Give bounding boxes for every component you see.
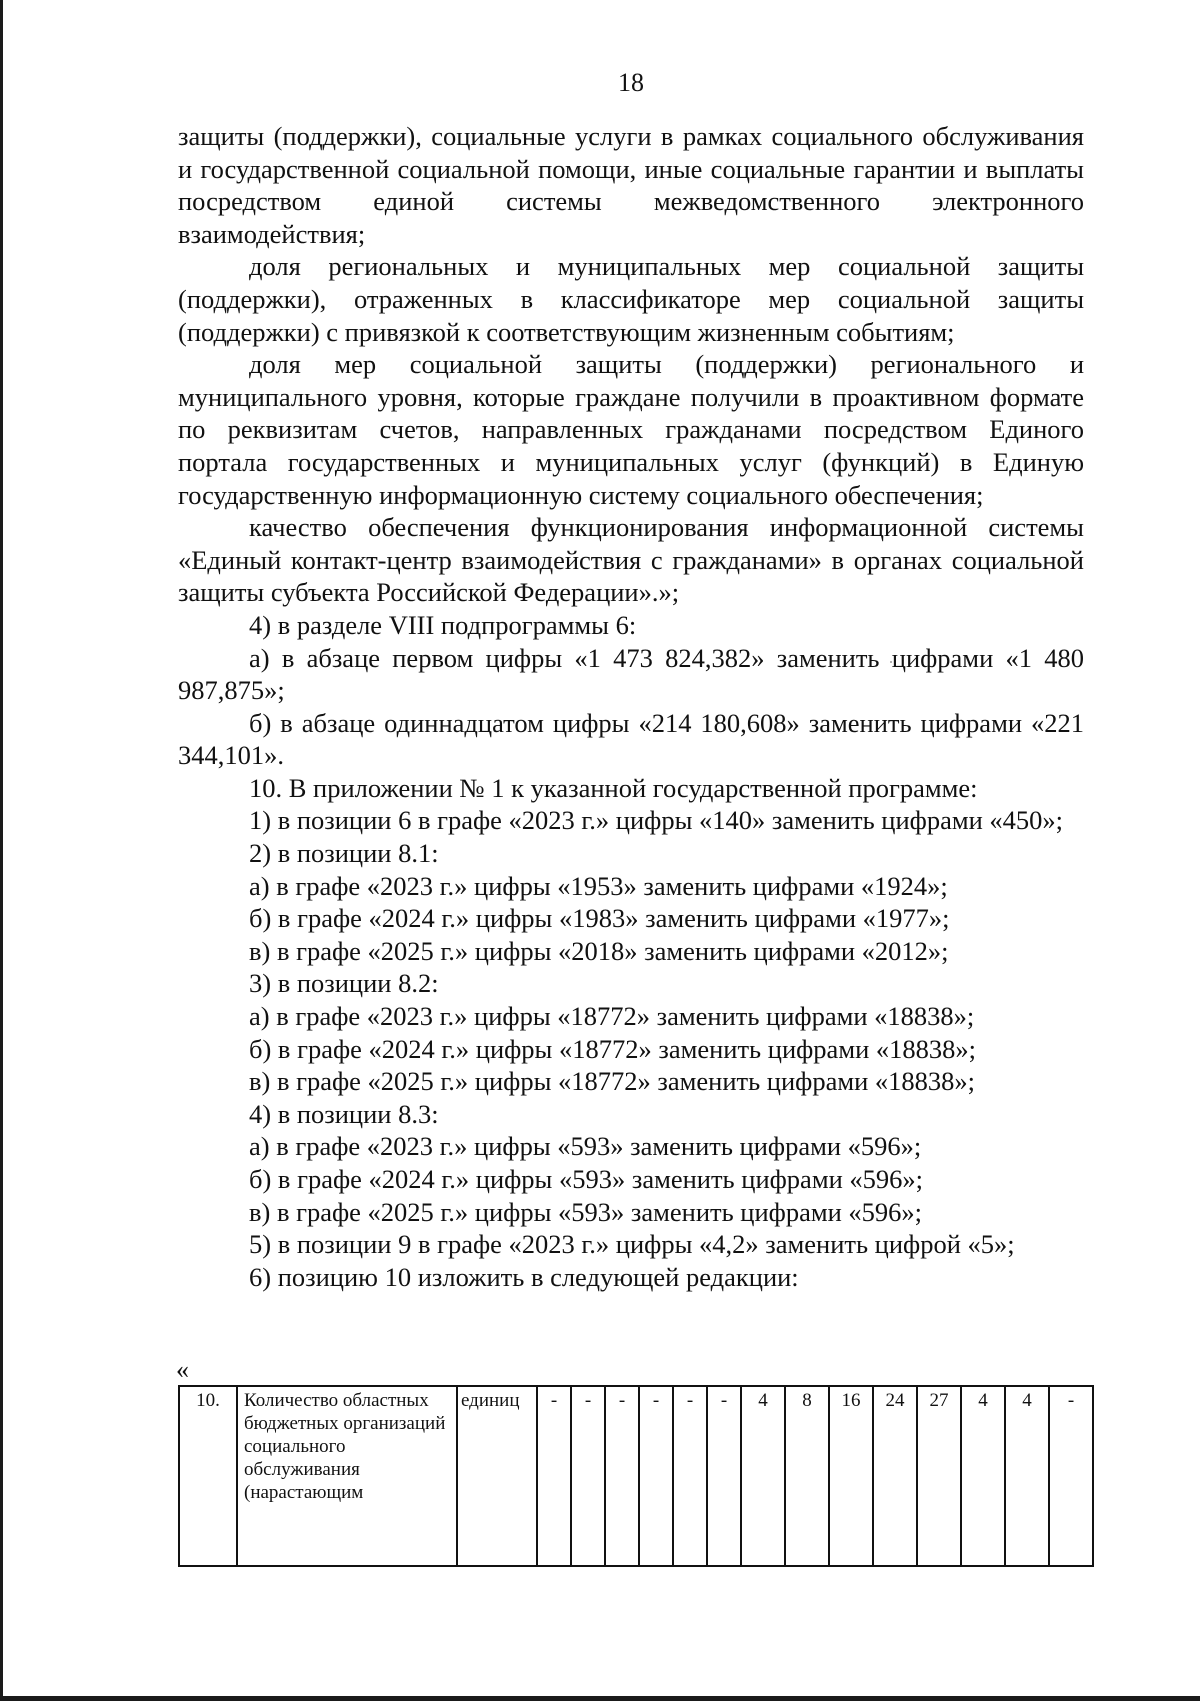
scan-edge-bottom xyxy=(0,1696,1200,1701)
paragraph: в) в графе «2025 г.» цифры «2018» заменить цифрами «2012»; xyxy=(249,935,949,966)
value-cell: - xyxy=(1049,1386,1093,1566)
value-cell: - xyxy=(537,1386,571,1566)
paragraph: защиты (поддержки), социальные услуги в рамках социального обслуживания и государственной социальной помощи, иные социальные гарантии и выплаты посредством единой системы межведомственного электронного взаимодействия; xyxy=(178,121,1084,249)
paragraph: 2) в позиции 8.1: xyxy=(249,838,439,869)
value-cell: - xyxy=(673,1386,707,1566)
table-row xyxy=(179,1386,1093,1566)
page-number: 18 xyxy=(618,68,644,97)
paragraph: 5) в позиции 9 в графе «2023 г.» цифры «4,2» заменить цифрой «5»; xyxy=(249,1229,1015,1260)
paragraph: 6) позицию 10 изложить в следующей редакции: xyxy=(249,1261,799,1292)
paragraph: б) в графе «2024 г.» цифры «1983» заменить цифрами «1977»; xyxy=(249,903,950,934)
paragraph: 4) в разделе VIII подпрограммы 6: xyxy=(249,609,637,640)
unit-cell: единиц xyxy=(457,1386,537,1566)
opening-quote-mark: « xyxy=(176,1355,189,1384)
position-table xyxy=(178,1385,1094,1567)
value-cell: 16 xyxy=(829,1386,873,1566)
value-cell: 24 xyxy=(873,1386,917,1566)
value-cell: - xyxy=(707,1386,741,1566)
paragraph: а) в графе «2023 г.» цифры «1953» заменить цифрами «1924»; xyxy=(249,870,948,901)
paragraph: 10. В приложении № 1 к указанной государственной программе: xyxy=(249,772,978,803)
value-cell: 8 xyxy=(785,1386,829,1566)
value-cell: 4 xyxy=(961,1386,1005,1566)
paragraph: доля мер социальной защиты (поддержки) регионального и муниципального уровня, которые граждане получили в проактивном формате по реквизитам счетов, направленных гражданами посредством Единого портала государственных и муниципальных услуг (функций) в Единую государственную информационную систему социального обеспечения; xyxy=(178,349,1084,510)
value-cell: 27 xyxy=(917,1386,961,1566)
paragraph: в) в графе «2025 г.» цифры «18772» заменить цифрами «18838»; xyxy=(249,1066,976,1097)
paragraph: 4) в позиции 8.3: xyxy=(249,1098,439,1129)
paragraph: 3) в позиции 8.2: xyxy=(249,968,439,999)
paragraph: б) в абзаце одиннадцатом цифры «214 180,608» заменить цифрами «221 344,101». xyxy=(178,707,1084,771)
paragraph: доля региональных и муниципальных мер социальной защиты (поддержки), отраженных в классификаторе мер социальной защиты (поддержки) с привязкой к соответствующим жизненным событиям; xyxy=(178,251,1084,347)
value-cell: 4 xyxy=(1005,1386,1049,1566)
value-cell: - xyxy=(639,1386,673,1566)
paragraph: б) в графе «2024 г.» цифры «18772» заменить цифрами «18838»; xyxy=(249,1033,977,1064)
paragraph: а) в графе «2023 г.» цифры «593» заменить цифрами «596»; xyxy=(249,1131,922,1162)
indicator-name-cell: Количество областных бюджетных организаций социального обслуживания (нарастающим xyxy=(237,1386,457,1566)
value-cell: - xyxy=(605,1386,639,1566)
paragraph: а) в графе «2023 г.» цифры «18772» заменить цифрами «18838»; xyxy=(249,1001,975,1032)
paragraph: а) в абзаце первом цифры «1 473 824,382» заменить цифрами «1 480 987,875»; xyxy=(178,642,1084,706)
value-cell: - xyxy=(571,1386,605,1566)
value-cell: 4 xyxy=(741,1386,785,1566)
paragraph: в) в графе «2025 г.» цифры «593» заменить цифрами «596»; xyxy=(249,1196,923,1227)
document-body xyxy=(178,120,1084,1293)
position-number-cell: 10. xyxy=(179,1386,237,1566)
paragraph: качество обеспечения функционирования информационной системы «Единый контакт-центр взаимодействия с гражданами» в органах социальной защиты субъекта Российской Федерации».»; xyxy=(178,512,1084,608)
paragraph: б) в графе «2024 г.» цифры «593» заменить цифрами «596»; xyxy=(249,1164,924,1194)
paragraph: 1) в позиции 6 в графе «2023 г.» цифры «140» заменить цифрами «450»; xyxy=(249,805,1064,836)
scan-edge-left xyxy=(0,0,3,1701)
